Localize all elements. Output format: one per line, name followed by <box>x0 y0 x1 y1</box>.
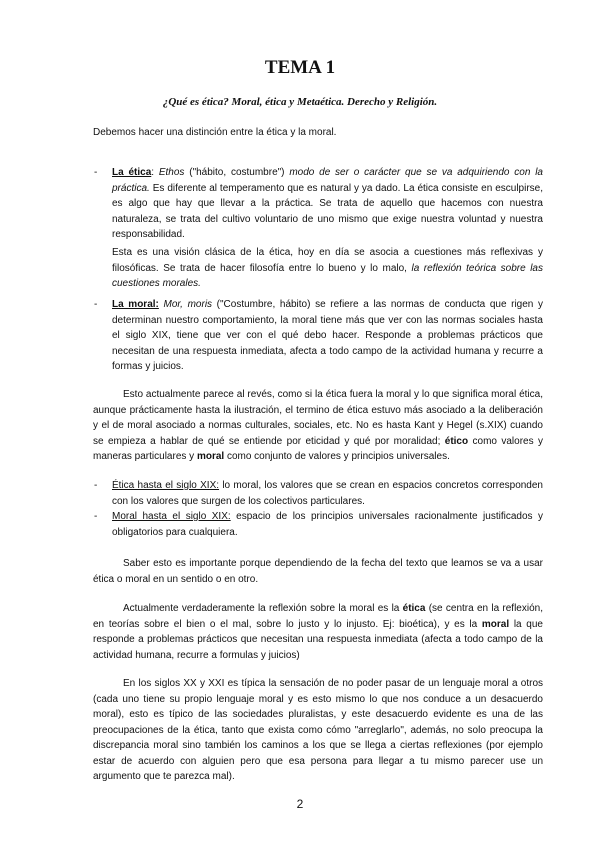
moral-text: ("Costumbre, hábito) se refiere a las normas de conducta que rigen y determinan nuestro comportamiento, la moral tiene más que ver con las normas sociales hasta el siglo XIX, tiene que ver con el qué debo hacer. Responde a problemas prácticos que necesitan de una respuesta inmediata, afecta a todo campo de la actividad humana y recurre a formas y juicios. <box>112 299 544 372</box>
paragraph2-moral: moral <box>196 451 225 462</box>
etica-siglo-xix-text: lo moral, los valores que se crean en espacios concretos corresponden con los valores que surgen de los colectivos particulares. <box>112 480 543 507</box>
etica-second-italic: la reflexión teórica sobre las cuestiones morales. <box>112 262 543 289</box>
paragraph2-etico: ético <box>444 435 469 447</box>
page-subtitle: ¿Qué es ética? Moral, ética y Metaética. Derecho y Religión. <box>162 96 438 108</box>
etica-definition <box>112 165 543 243</box>
etica-siglo-xix-term: Ética hasta el siglo XIX: <box>112 480 220 491</box>
paragraph4-etica: ética <box>402 603 426 614</box>
fecha-texto-paragraph: Saber esto es importante porque dependiendo de la fecha del texto que leamos se va a usar ética o moral en un sentido o en otro. <box>93 558 543 585</box>
etica-term: La ética <box>112 167 152 178</box>
paragraph4-text-c: la que responde a problemas prácticos que necesitan una respuesta inmediata (afecta a todo campo de la actividad humana, recurre a formulas y juicios) <box>93 618 543 661</box>
bullet-marker: - <box>94 511 98 522</box>
page-number: 2 <box>296 797 304 811</box>
paragraph4-text-a: Actualmente verdaderamente la reflexión sobre la moral es la <box>123 603 403 614</box>
bullet-marker: - <box>94 167 98 178</box>
moral-siglo-xix-term: Moral hasta el siglo XIX: <box>112 511 231 522</box>
paragraph2-text-b: como valores y maneras particulares y <box>93 435 543 462</box>
moral-siglo-xix-item <box>112 509 543 540</box>
lenguaje-moral-paragraph: En los siglos XX y XXI es típica la sensación de no poder pasar de un lenguaje moral a otros (cada uno tiene su propio lenguaje moral y es esto mismo lo que nos conduce a un desacuerdo moral), esto es típico de las sociedades pluralistas, y este desacuerdo evidente es una de las preocupaciones de la ética, tanto que exista como cómo "arreglarlo", además, no solo preocupa la discrepancia moral sino también los caminos a los que se llega a ciertas reflexiones (por ejemplo estar de acuerdo con alguien pero que esa persona para llegar a tu mismo parecer use un argumento que te parezca mal). <box>93 678 543 782</box>
etica-gloss: ("hábito, costumbre") <box>184 167 290 178</box>
etica-text: Es diferente al temperamento que es natural y ya dado. La ética consiste en esculpirse, es algo que hay que llevar a la práctica. Se trata de aquello que hacemos con nuestra naturaleza, se trata del cultivo voluntario de uno mismo que exige nuestra voluntad y nuestra responsabilidad. <box>112 182 543 240</box>
paragraph4-text-b: (se centra en la reflexión, en teorías sobre el bien o el mal, sobre lo justo y lo injusto. Ej: bioética), y es la <box>93 603 543 630</box>
bullet-marker: - <box>94 299 98 310</box>
etica-ethos: Ethos <box>158 167 185 178</box>
bullet-marker: - <box>94 480 98 491</box>
etica-definition-italic: modo de ser o carácter que se va adquiriendo con la práctica. <box>112 167 543 194</box>
reflexion-moral-paragraph <box>93 601 543 663</box>
etica-moral-history-paragraph <box>93 387 543 465</box>
moral-mor: Mor, moris <box>163 299 213 310</box>
intro-paragraph: Debemos hacer una distinción entre la ética y la moral. <box>93 127 337 138</box>
etica-second-paragraph <box>112 245 543 292</box>
moral-definition <box>112 297 543 375</box>
paragraph4-moral: moral <box>481 618 510 630</box>
paragraph2-text-c: como conjunto de valores y principios universales. <box>224 451 450 462</box>
etica-colon: : <box>151 167 155 178</box>
moral-term: La moral: <box>112 299 159 310</box>
etica-siglo-xix-item <box>112 478 543 509</box>
paragraph2-text-a: Esto actualmente parece al revés, como si la ética fuera la moral y lo que significa moral ética, aunque prácticamente hasta la ilustración, el termino de ética estuvo más asociado a la deliberación y el de moral asociado a normas culturales, sociales, etc. No es hasta Kant y Hegel (s.XIX) cuando se empieza a hablar de qué se entiende por eticidad y qué por moralidad; <box>93 389 543 447</box>
moral-siglo-xix-text: espacio de los principios universales racionalmente justificados y obligatorios para cualquiera. <box>112 511 544 538</box>
page-title: TEMA 1 <box>264 57 336 78</box>
etica-second-text: Esta es una visión clásica de la ética, hoy en día se asocia a cuestiones más reflexivas y filosóficas. Se trata de hacer filosofía entre lo bueno y lo malo, <box>112 247 543 274</box>
